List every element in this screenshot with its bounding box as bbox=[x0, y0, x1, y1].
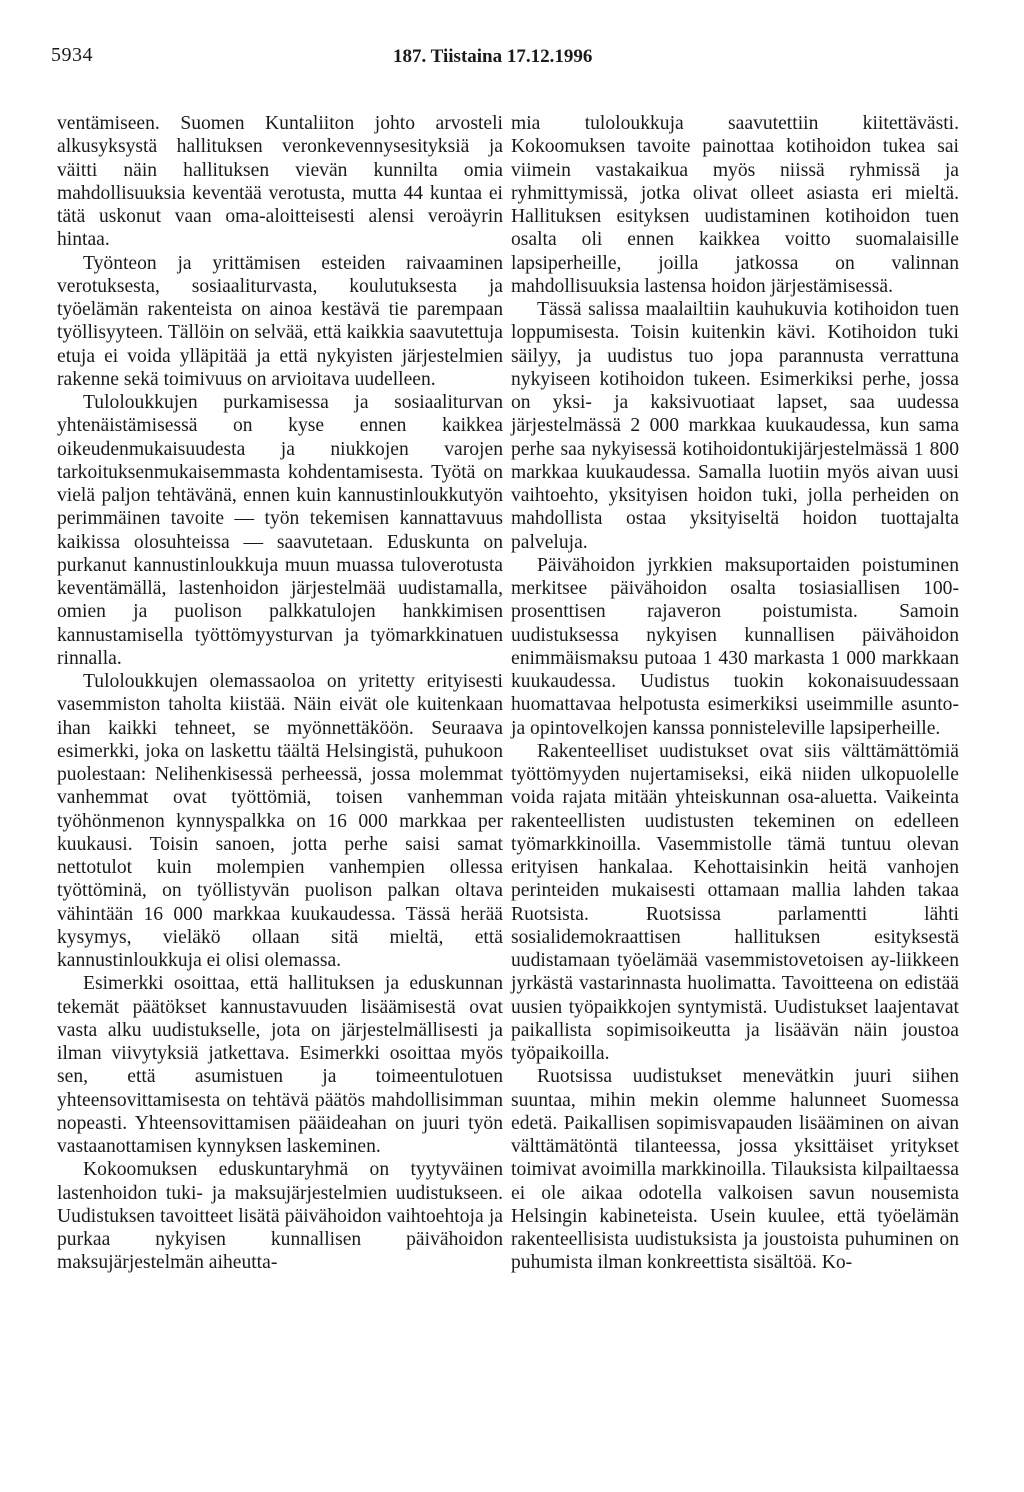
paragraph: Ruotsissa uudistukset menevätkin juuri siihen suuntaa, mihin mekin olemme halunneet Suomessa edetä. Paikallisen sopimisvapauden lisääminen on aivan välttämätöntä tilanteessa, jossa yksittäiset yritykset toimivat avoimilla markkinoilla. Tilauksista kilpailtaessa ei ole aikaa odotella valkoisen savun nousemista Helsingin kabineteista. Usein kuulee, että työelämän rakenteellisista uudistuksista ja joustoista puhuminen on puhumista ilman konkreettista sisältöä. Ko- bbox=[511, 1066, 959, 1274]
right-column bbox=[511, 112, 959, 1275]
paragraph: mia tuloloukkuja saavutettiin kiitettävästi. Kokoomuksen tavoite painottaa kotihoidon tukea sai viimein vastakaikua myös niissä ryhmissä ja ryhmittymissä, jotka olivat olleet asiasta eri mieltä. Hallituksen esityksen uudistaminen kotihoidon tuen osalta oli ennen kaikkea voitto suomalaisille lapsiperheille, joilla jatkossa on valinnan mahdollisuuksia lastensa hoidon järjestämisessä. bbox=[511, 113, 959, 297]
paragraph: Esimerkki osoittaa, että hallituksen ja eduskunnan tekemät päätökset kannustavuuden lisäämisestä ovat vasta alku uudistukselle, jota on järjestelmällisesti ja ilman viivytyksiä jatkettava. Esimerkki osoittaa myös sen, että asumistuen ja toimeentulotuen yhteensovittamisesta on tehtävä päätös mahdollisimman nopeasti. Yhteensovittamisen pääideahan on juuri työn vastaanottamisen kynnyksen laskeminen. bbox=[57, 973, 503, 1157]
paragraph: Tuloloukkujen purkamisessa ja sosiaaliturvan yhtenäistämisessä on kyse ennen kaikkea oikeudenmukaisuudesta ja niukkojen varojen tarkoituksenmukaisemmasta kohdentamisesta. Työtä on vielä paljon tehtävänä, ennen kuin kannustinloukkutyön perimmäinen tavoite — työn tekemisen kannattavuus kaikissa olosuhteissa — saavutetaan. Eduskunta on purkanut kannustinloukkuja muun muassa tuloverotusta keventämällä, lastenhoidon järjestelmää uudistamalla, omien ja puolison palkkatulojen hankkimisen kannustamisella työttömyysturvan ja työmarkkinatuen rinnalla. bbox=[57, 392, 503, 669]
paragraph: Tuloloukkujen olemassaoloa on yritetty erityisesti vasemmiston taholta kiistää. Näin eivät ole kuitenkaan ihan kaikki tehneet, se myönnettäköön. Seuraava esimerkki, joka on laskettu täältä Helsingistä, puhukoon puolestaan: Nelihenkisessä perheessä, jossa molemmat vanhemmat ovat työttömiä, toisen vanhemman työhönmenon kynnyspalkka on 16 000 markkaa per kuukausi. Toisin sanoen, jotta perhe saisi samat nettotulot kuin molempien vanhempien ollessa työttöminä, on työllistyvän puolison palkan oltava vähintään 16 000 markkaa kuukaudessa. Tässä herää kysymys, vieläkö ollaan sitä mieltä, että kannustinloukkuja ei olisi olemassa. bbox=[57, 671, 503, 971]
paragraph: Työnteon ja yrittämisen esteiden raivaaminen verotuksesta, sosiaaliturvasta, koulutuksesta ja työelämän rakenteista on ainoa kestävä tie parempaan työllisyyteen. Tällöin on selvää, että kaikkia saavutettuja etuja ei voida ylläpitää ja että nykyisten järjestelmien rakenne sekä toimivuus on arvioitava uudelleen. bbox=[57, 252, 503, 390]
paragraph: Päivähoidon jyrkkien maksuportaiden poistuminen merkitsee päivähoidon osalta tosiasiallisen 100-prosenttisen rajaveron poistumista. Samoin uudistuksessa nykyisen kunnallisen päivähoidon enimmäismaksu putoaa 1 430 markasta 1 000 markkaan kuukaudessa. Uudistus tuokin kokonaisuudessaan huomattavaa helpotusta esimerkiksi useimmille asunto- ja opintovelkojen kanssa ponnisteleville lapsiperheille. bbox=[511, 554, 959, 739]
left-column bbox=[57, 112, 503, 1275]
page-number: 5934 bbox=[51, 44, 93, 66]
session-header: 187. Tiistaina 17.12.1996 bbox=[393, 46, 593, 67]
paragraph: Tässä salissa maalailtiin kauhukuvia kotihoidon tuen loppumisesta. Toisin kuitenkin kävi. Kotihoidon tuki säilyy, ja uudistus tuo jopa parannusta verrattuna nykyiseen kotihoidon tukeen. Esimerkiksi perhe, jossa on yksi- ja kaksivuotiaat lapset, saa uudessa järjestelmässä 2 000 markkaa kuukaudessa, kun sama perhe saa nykyisessä kotihoidontukijärjestelmässä 1 800 markkaa kuukaudessa. Samalla luotiin myös aivan uusi vaihtoehto, yksityisen hoidon tuki, jolla perheiden on mahdollista ostaa yksityiseltä hoidon tuottajalta palveluja. bbox=[511, 299, 959, 553]
paragraph: Kokoomuksen eduskuntaryhmä on tyytyväinen lastenhoidon tuki- ja maksujärjestelmien uudistukseen. Uudistuksen tavoitteet lisätä päivähoidon vaihtoehtoja ja purkaa nykyisen kunnallisen päivähoidon maksujärjestelmän aiheutta- bbox=[57, 1159, 503, 1274]
paragraph: ventämiseen. Suomen Kuntaliiton johto arvosteli alkusyksystä hallituksen veronkevennysesityksiä ja väitti näin hallituksen vievän kunnilta omia mahdollisuuksia keventää verotusta, mutta 44 kuntaa ei tätä uskonut vaan oma-aloitteisesti alensi veroäyrin hintaa. bbox=[57, 113, 503, 251]
paragraph: Rakenteelliset uudistukset ovat siis välttämättömiä työttömyyden nujertamiseksi, eikä niiden ulkopuolelle voida rajata mitään yhteiskunnan osa-aluetta. Vaikeinta rakenteellisten uudistusten tekeminen on edelleen työmarkkinoilla. Vasemmistolle tämä tuntuu olevan erityisen hankalaa. Kehottaisinkin heitä vanhojen perinteiden mukaisesti ottamaan mallia lahden takaa Ruotsista. Ruotsissa parlamentti lähti sosialidemokraattisen hallituksen esityksestä uudistamaan työelämää vasemmistovetoisen ay-liikkeen jyrkästä vastarinnasta huolimatta. Tavoitteena on edistää uusien työpaikkojen syntymistä. Uudistukset laajentavat paikallista sopimisoikeutta ja lisäävän näin joustoa työpaikoilla. bbox=[511, 740, 959, 1064]
